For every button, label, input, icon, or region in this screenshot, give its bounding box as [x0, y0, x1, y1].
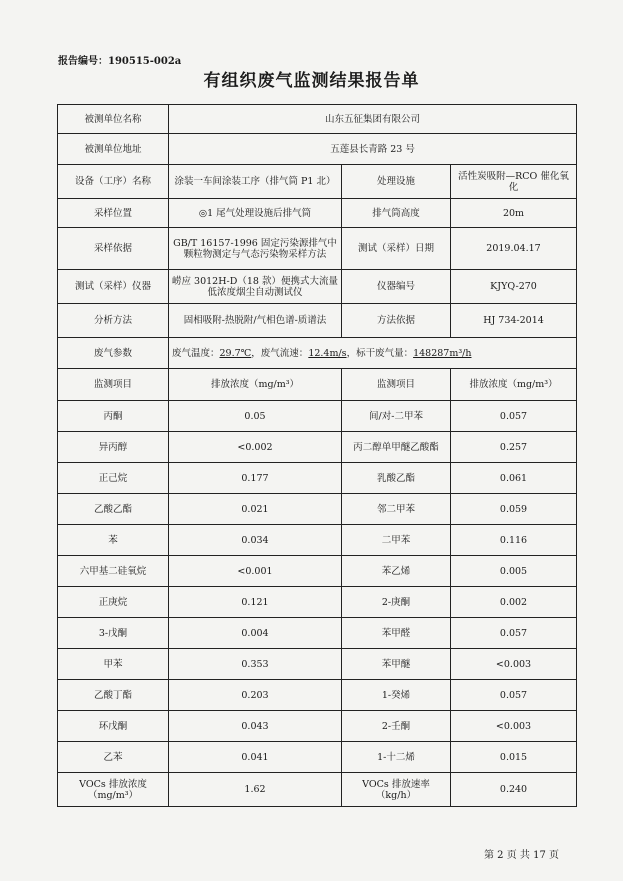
unit-name-label: 被测单位名称	[58, 105, 169, 134]
item-name: 3-戊酮	[58, 618, 169, 649]
table-row	[58, 618, 577, 649]
item-name: 乙酸乙酯	[58, 494, 169, 525]
item-name: 甲苯	[58, 649, 169, 680]
item-value: 0.061	[451, 463, 577, 494]
report-number: 报告编号：190515-002a	[58, 56, 182, 67]
vocs-row	[58, 773, 577, 807]
instrument-row	[58, 270, 577, 304]
item-value: <0.001	[169, 556, 342, 587]
test-date-label: 测试（采样）日期	[342, 228, 451, 270]
table-row	[58, 587, 577, 618]
temp-value: 29.7℃	[219, 347, 252, 359]
stack-height-label: 排气筒高度	[342, 199, 451, 228]
item-value: 0.004	[169, 618, 342, 649]
item-name: 乙酸丁酯	[58, 680, 169, 711]
equipment-value: 涂装一车间涂装工序（排气筒 P1 北）	[169, 165, 342, 199]
item-name: 环戊酮	[58, 711, 169, 742]
item-value: <0.002	[169, 432, 342, 463]
table-row	[58, 525, 577, 556]
item-name: 正己烷	[58, 463, 169, 494]
item-value: 0.121	[169, 587, 342, 618]
exhaust-params-row	[58, 338, 577, 369]
item-value: 0.057	[451, 680, 577, 711]
item-name: 1-癸烯	[342, 680, 451, 711]
analysis-method-row	[58, 304, 577, 338]
table-row	[58, 680, 577, 711]
instrument-no-value: KJYQ-270	[451, 270, 577, 304]
item-value: 0.257	[451, 432, 577, 463]
page-number: 第 2 页 共 17 页	[484, 850, 559, 861]
instrument-label: 测试（采样）仪器	[58, 270, 169, 304]
std-flow-label: ，标干废气量：	[346, 347, 414, 359]
table-row	[58, 494, 577, 525]
item-value: 0.002	[451, 587, 577, 618]
item-value: 0.043	[169, 711, 342, 742]
item-name: 乙苯	[58, 742, 169, 773]
table-row	[58, 649, 577, 680]
treatment-value: 活性炭吸附—RCO 催化氧化	[451, 165, 577, 199]
item-value: <0.003	[451, 711, 577, 742]
sampling-location-label: 采样位置	[58, 199, 169, 228]
results-header-row	[58, 369, 577, 401]
table-row	[58, 556, 577, 587]
item-header-left: 监测项目	[58, 369, 169, 401]
page-title: 有组织废气监测结果报告单	[203, 71, 420, 91]
item-header-right: 监测项目	[342, 369, 451, 401]
conc-header-left: 排放浓度（mg/m³）	[169, 369, 342, 401]
unit-address-row	[58, 134, 577, 165]
item-name: 邻二甲苯	[342, 494, 451, 525]
equipment-row	[58, 165, 577, 199]
analysis-method-value: 固相吸附-热脱附/气相色谱-质谱法	[169, 304, 342, 338]
vocs-rate-value: 0.240	[451, 773, 577, 807]
exhaust-params-label: 废气参数	[58, 338, 169, 369]
item-value: 0.057	[451, 618, 577, 649]
sampling-basis-row	[58, 228, 577, 270]
item-name: 间/对-二甲苯	[342, 401, 451, 432]
item-value: 0.059	[451, 494, 577, 525]
unit-address-label: 被测单位地址	[58, 134, 169, 165]
unit-address-value: 五莲县长青路 23 号	[169, 134, 577, 165]
table-row	[58, 463, 577, 494]
item-name: 1-十二烯	[342, 742, 451, 773]
test-date-value: 2019.04.17	[451, 228, 577, 270]
vocs-rate-label: VOCs 排放速率（kg/h）	[342, 773, 451, 807]
instrument-no-label: 仪器编号	[342, 270, 451, 304]
item-name: 苯甲醛	[342, 618, 451, 649]
exhaust-params-value	[169, 338, 577, 369]
sampling-basis-value: GB/T 16157-1996 固定污染源排气中颗粒物测定与气态污染物采样方法	[169, 228, 342, 270]
item-value: 0.005	[451, 556, 577, 587]
method-basis-value: HJ 734-2014	[451, 304, 577, 338]
vocs-conc-value: 1.62	[169, 773, 342, 807]
unit-name-row	[58, 105, 577, 134]
table-row	[58, 432, 577, 463]
item-value: 0.177	[169, 463, 342, 494]
flow-label: ，废气流速：	[251, 347, 309, 359]
item-name: 二甲苯	[342, 525, 451, 556]
item-name: 丙酮	[58, 401, 169, 432]
item-value: 0.203	[169, 680, 342, 711]
item-name: 苯甲醚	[342, 649, 451, 680]
item-value: 0.05	[169, 401, 342, 432]
std-flow-value: 148287m³/h	[413, 347, 472, 359]
item-value: 0.057	[451, 401, 577, 432]
equipment-label: 设备（工序）名称	[58, 165, 169, 199]
item-name: 2-庚酮	[342, 587, 451, 618]
analysis-method-label: 分析方法	[58, 304, 169, 338]
temp-label: 废气温度：	[172, 347, 220, 359]
instrument-value: 崂应 3012H-D（18 款）便携式大流量低浓度烟尘自动测试仪	[169, 270, 342, 304]
item-value: 0.353	[169, 649, 342, 680]
item-name: 苯	[58, 525, 169, 556]
item-value: 0.034	[169, 525, 342, 556]
item-name: 乳酸乙酯	[342, 463, 451, 494]
item-name: 正庚烷	[58, 587, 169, 618]
table-row	[58, 742, 577, 773]
flow-value: 12.4m/s	[308, 347, 347, 359]
item-value: 0.015	[451, 742, 577, 773]
monitoring-report-table	[57, 104, 577, 807]
item-name: 苯乙烯	[342, 556, 451, 587]
item-value: 0.116	[451, 525, 577, 556]
sampling-location-row	[58, 199, 577, 228]
method-basis-label: 方法依据	[342, 304, 451, 338]
item-value: <0.003	[451, 649, 577, 680]
vocs-conc-label: VOCs 排放浓度（mg/m³）	[58, 773, 169, 807]
sampling-basis-label: 采样依据	[58, 228, 169, 270]
conc-header-right: 排放浓度（mg/m³）	[451, 369, 577, 401]
stack-height-value: 20m	[451, 199, 577, 228]
unit-name-value: 山东五征集团有限公司	[169, 105, 577, 134]
treatment-label: 处理设施	[342, 165, 451, 199]
item-name: 异丙醇	[58, 432, 169, 463]
item-name: 六甲基二硅氧烷	[58, 556, 169, 587]
item-value: 0.021	[169, 494, 342, 525]
table-row	[58, 401, 577, 432]
item-name: 2-壬酮	[342, 711, 451, 742]
item-value: 0.041	[169, 742, 342, 773]
table-row	[58, 711, 577, 742]
item-name: 丙二醇单甲醚乙酸酯	[342, 432, 451, 463]
sampling-location-value: ◎1 尾气处理设施后排气筒	[169, 199, 342, 228]
